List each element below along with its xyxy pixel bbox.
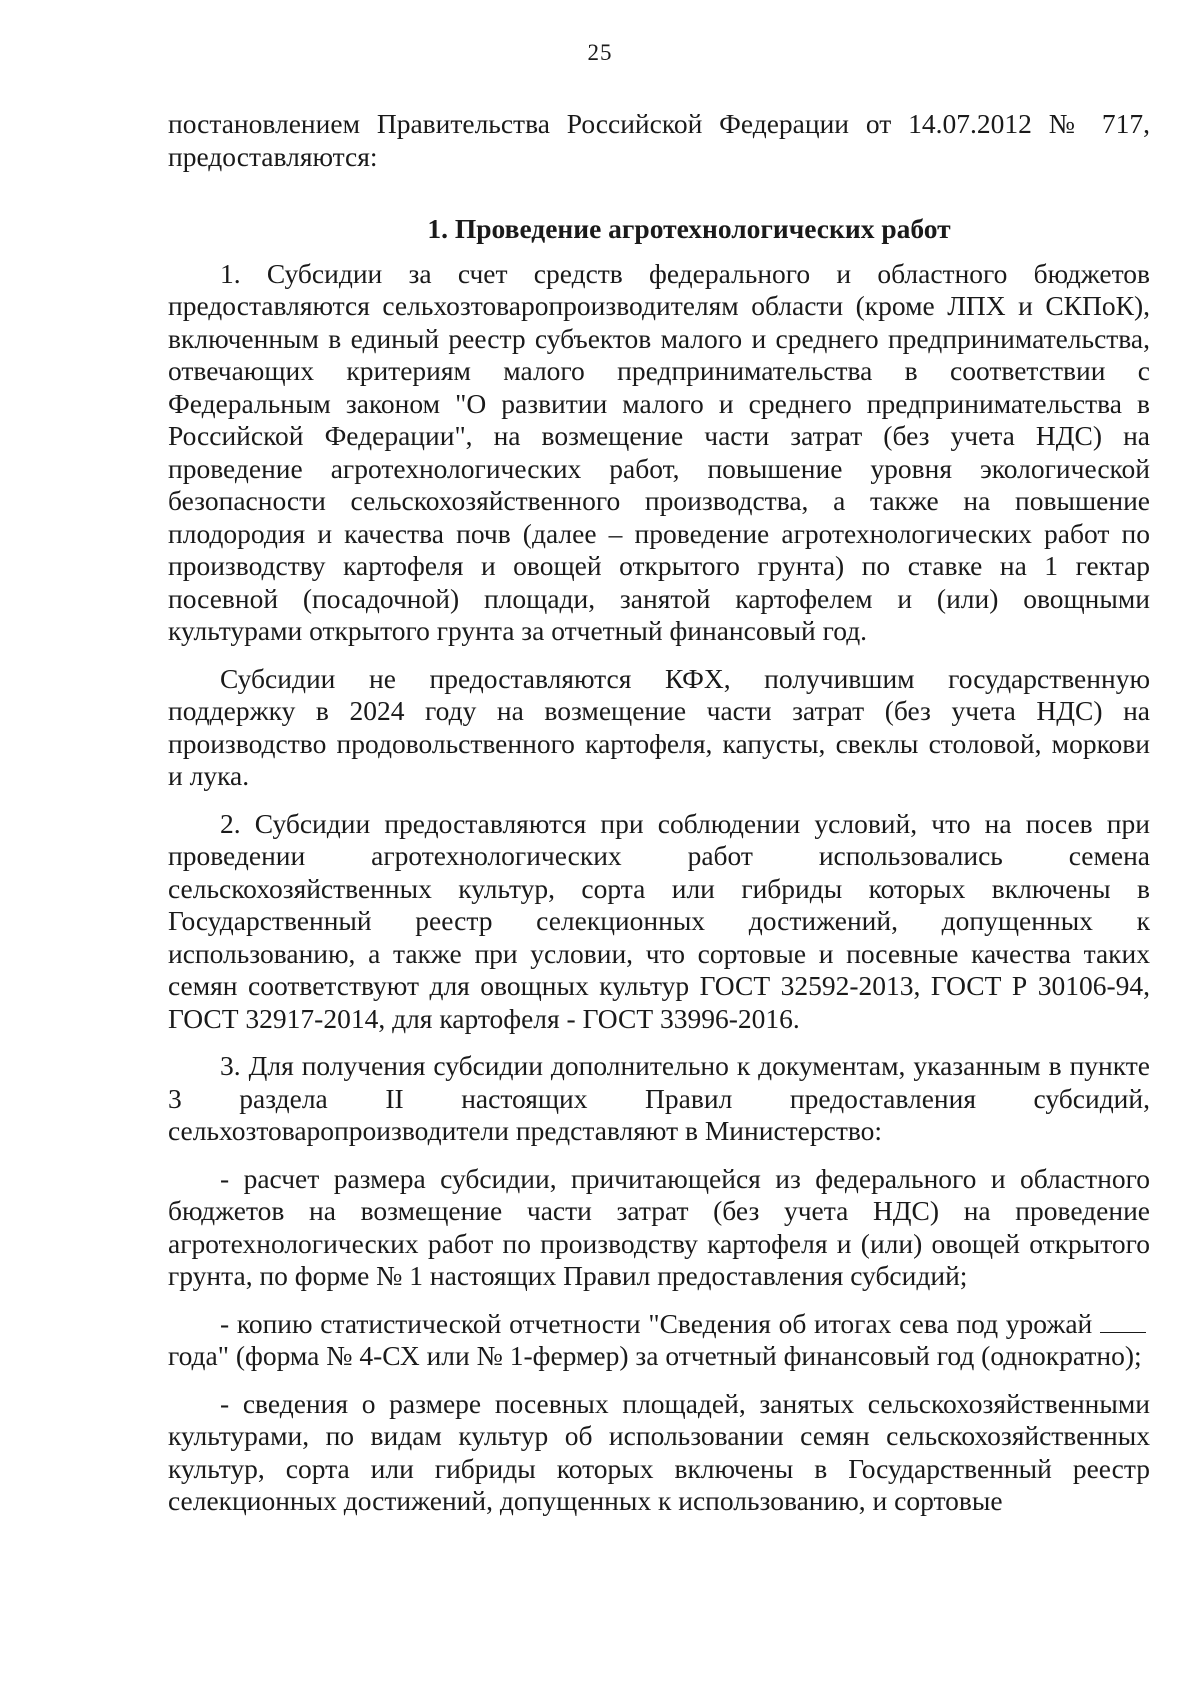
list-item-statistics-end: года" (форма № 4-СХ или № 1-фермер) за отчетный финансовый год (однократно);: [168, 1340, 1142, 1371]
page-number: 25: [587, 40, 613, 65]
paragraph-2: Субсидии не предоставляются КФХ, получившим государственную поддержку в 2024 году на возмещение части затрат (без учета НДС) на производство продовольственного картофеля, капусты, свеклы столовой, моркови и лука.: [168, 662, 1150, 791]
list-item-statistics: [168, 1308, 1150, 1373]
paragraph-3: 2. Субсидии предоставляются при соблюдении условий, что на посев при проведении агротехнологических работ использовались семена сельскохозяйственных культур, сорта или гибриды которых включены в Государственный реестр селекционных достижений, допущенных к использованию, а также при условии, что сортовые и посевные качества таких семян соответствуют для овощных культур ГОСТ 32592-2013, ГОСТ Р 30106-94, ГОСТ 32917-2014, для картофеля - ГОСТ 33996-2016.: [168, 807, 1150, 1034]
section-heading: 1. Проведение агротехнологических работ: [427, 213, 951, 244]
blank-year-line: [1100, 1312, 1146, 1333]
list-item-calculation: - расчет размера субсидии, причитающейся из федерального и областного бюджетов на возмещение части затрат (без учета НДС) на проведение агротехнологических работ по производству картофеля и (или) овощей открытого грунта, по форме № 1 настоящих Правил предоставления субсидий;: [168, 1162, 1150, 1291]
paragraph-1: 1. Субсидии за счет средств федерального и областного бюджетов предоставляются сельхозтоваропроизводителям области (кроме ЛПХ и СКПоК), включенным в единый реестр субъектов малого и среднего предпринимательства, отвечающих критериям малого предпринимательства в соответствии с Федеральным законом "О развитии малого и среднего предпринимательства в Российской Федерации", на возмещение части затрат (без учета НДС) на проведение агротехнологических работ, повышение уровня экологической безопасности сельскохозяйственного производства, а также на повышение плодородия и качества почв (далее – проведение агротехнологических работ по производству картофеля и овощей открытого грунта) по ставке на 1 гектар посевной (посадочной) площади, занятой картофелем и (или) овощными культурами открытого грунта за отчетный финансовый год.: [168, 257, 1150, 646]
intro-paragraph: постановлением Правительства Российской Федерации от 14.07.2012 № 717, предоставляются:: [168, 108, 1150, 172]
paragraph-4: 3. Для получения субсидии дополнительно к документам, указанным в пункте 3 раздела II настоящих Правил предоставления субсидий, сельхозтоваропроизводители представляют в Министерство:: [168, 1050, 1150, 1146]
list-item-areas: - сведения о размере посевных площадей, занятых сельскохозяйственными культурами, по видам культур об использовании семян сельскохозяйственных культур, сорта или гибриды которых включены в Государственный реестр селекционных достижений, допущенных к использованию, и сортовые: [168, 1387, 1150, 1516]
list-item-statistics-start: - копию статистической отчетности "Сведения об итогах сева под урожай: [220, 1307, 1093, 1339]
document-body: [168, 108, 1150, 1518]
